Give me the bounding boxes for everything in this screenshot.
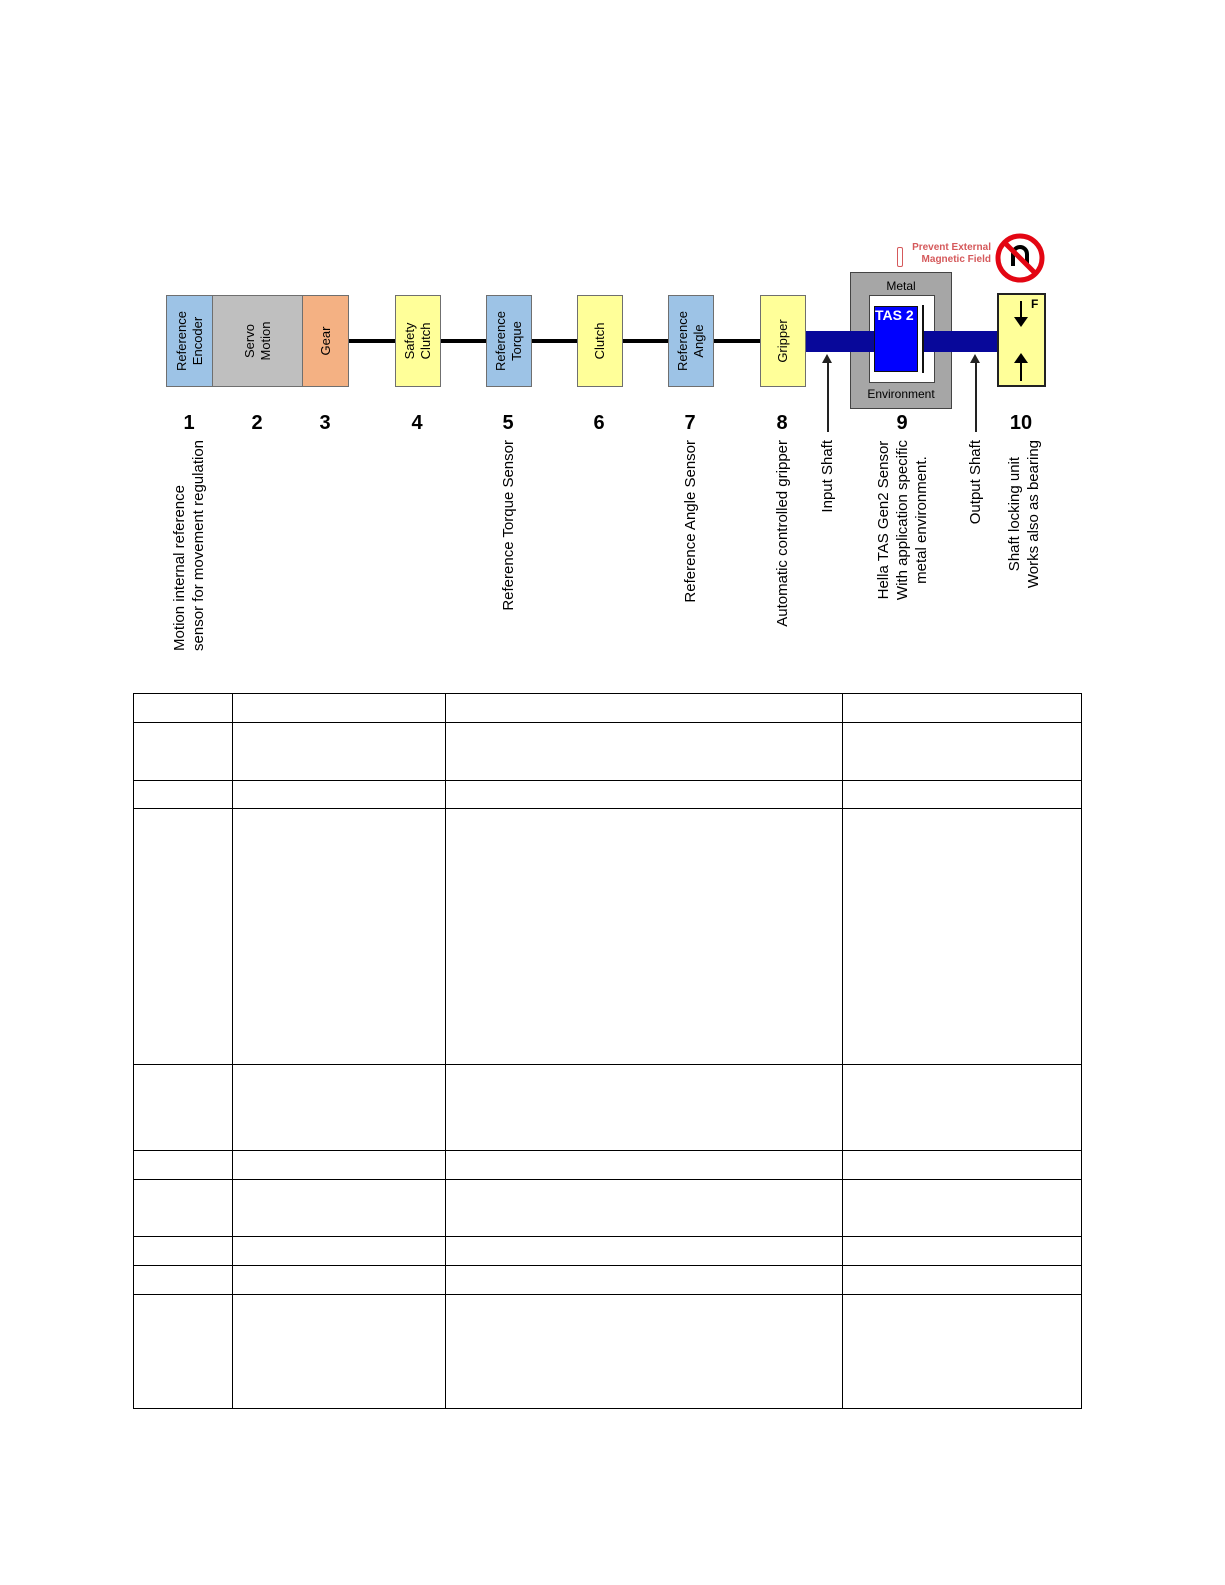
description-9: Hella TAS Gen2 Sensor With application specific metal environment.: [875, 440, 930, 601]
block-reference-torque: [486, 295, 532, 387]
block-safety-clutch-label: Safety Clutch: [402, 322, 433, 360]
link-clutch-reference-angle: [622, 339, 668, 343]
block-gripper: [760, 295, 806, 387]
block-reference-angle: [668, 295, 714, 387]
output-shaft-label: Output Shaft: [967, 440, 984, 525]
no-magnet-icon: [994, 232, 1046, 284]
number-9: 9: [896, 412, 908, 434]
block-clutch-label: Clutch: [592, 322, 607, 360]
number-1: 1: [183, 412, 195, 434]
table-row: [134, 1065, 1082, 1151]
table-row: [134, 723, 1082, 781]
block-servo-motion: [212, 295, 303, 387]
metal-label: Metal: [886, 279, 916, 293]
link-reference-angle-gripper: [714, 339, 760, 343]
tas2-sensor-label: TAS 2: [875, 307, 914, 323]
block-servo-motion-label: Servo Motion: [241, 321, 273, 361]
table-row: [134, 1180, 1082, 1237]
description-8: Automatic controlled gripper: [774, 440, 791, 627]
table-row: [134, 694, 1082, 723]
block-gear-label: Gear: [317, 326, 333, 356]
block-reference-torque-label: Reference Torque: [493, 311, 524, 371]
block-reference-angle-label: Reference Angle: [675, 311, 706, 371]
block-reference-encoder: [166, 295, 213, 387]
block-gear: [302, 295, 349, 387]
input-shaft-pointer-line: [827, 362, 829, 432]
number-5: 5: [502, 412, 514, 434]
warning-text: Prevent External Magnetic Field: [912, 242, 991, 265]
force-label: F: [1031, 297, 1039, 311]
empty-table: [133, 693, 1082, 1409]
number-2: 2: [251, 412, 263, 434]
output-shaft-arrowhead-icon: [970, 354, 980, 363]
input-shaft-arrowhead-icon: [822, 354, 832, 363]
description-5: Reference Torque Sensor: [500, 440, 517, 611]
table-row: [134, 781, 1082, 809]
number-7: 7: [684, 412, 696, 434]
table-row: [134, 809, 1082, 1065]
table-row: [134, 1151, 1082, 1180]
number-3: 3: [319, 412, 331, 434]
link-gear-safety-clutch: [349, 339, 395, 343]
tas2-sensor: [874, 306, 918, 372]
block-reference-encoder-label: Reference Encoder: [173, 311, 205, 371]
description-7: Reference Angle Sensor: [682, 440, 699, 603]
number-4: 4: [411, 412, 423, 434]
output-shaft-pointer-line: [975, 362, 977, 432]
table-row: [134, 1295, 1082, 1409]
link-reference-torque-clutch: [531, 339, 577, 343]
shaft-locking-unit: [997, 293, 1046, 387]
block-safety-clutch: [395, 295, 441, 387]
number-8: 8: [776, 412, 788, 434]
block-gripper-label: Gripper: [775, 319, 790, 363]
force-arrows: [999, 295, 1044, 385]
environment-label: Environment: [867, 387, 935, 401]
number-6: 6: [593, 412, 605, 434]
description-10: Shaft locking unit Works also as bearing: [1006, 440, 1042, 589]
table-row: [134, 1237, 1082, 1266]
test-bench-diagram: [0, 0, 1225, 690]
input-shaft-label: Input Shaft: [819, 440, 836, 513]
table-row: [134, 1266, 1082, 1295]
link-safety-clutch-reference-torque: [440, 339, 486, 343]
description-1: Motion internal reference sensor for movement regulation: [171, 440, 207, 651]
number-10: 10: [1009, 412, 1033, 434]
block-clutch: [577, 295, 623, 387]
